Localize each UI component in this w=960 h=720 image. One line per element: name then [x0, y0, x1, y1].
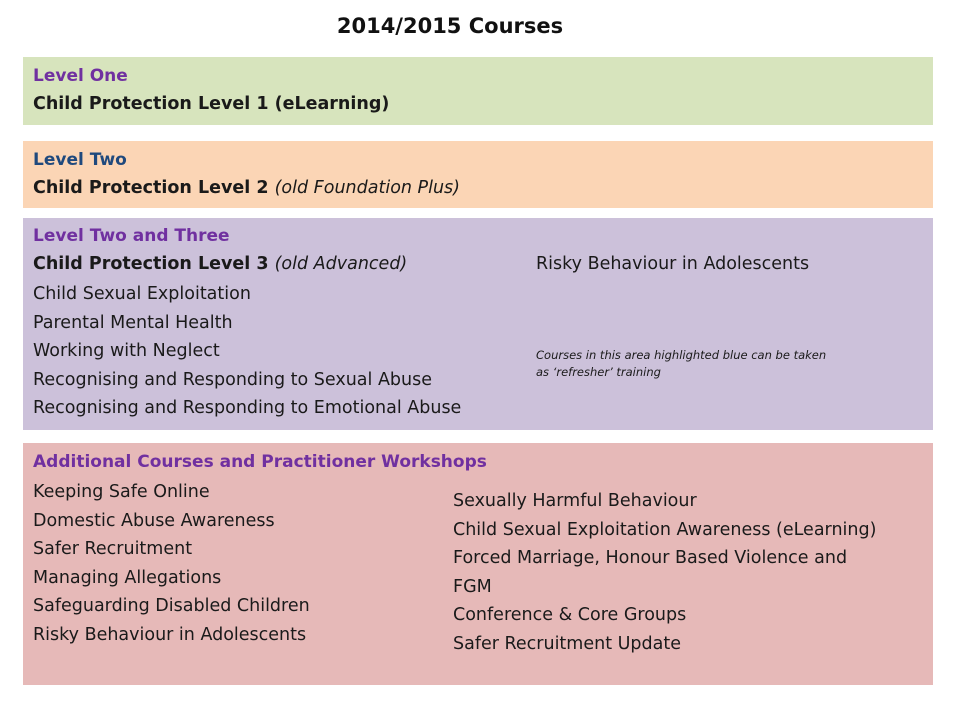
- level-one-course: Child Protection Level 1 (eLearning): [33, 94, 390, 114]
- list-item: Risky Behaviour in Adolescents: [33, 624, 307, 645]
- list-item: Safeguarding Disabled Children: [33, 596, 310, 617]
- page-title: 2014/2015 Courses: [336, 14, 564, 38]
- additional-courses-panel: [23, 443, 933, 685]
- list-item: Keeping Safe Online: [33, 482, 210, 502]
- additional-courses-heading: Additional Courses and Practitioner Workshops: [33, 452, 487, 472]
- level-two-course-note: (old Foundation Plus): [274, 178, 460, 198]
- list-item: Recognising and Responding to Emotional Abuse: [33, 398, 462, 419]
- level-one-panel: [23, 57, 933, 125]
- level-three-course-title: Child Protection Level 3: [33, 254, 269, 274]
- list-item: Child Sexual Exploitation: [33, 284, 251, 304]
- level-two-three-heading: Level Two and Three: [33, 226, 230, 246]
- refresher-note-line1: Courses in this area highlighted blue can be taken: [536, 348, 827, 362]
- level-one-heading: Level One: [33, 66, 128, 86]
- list-item: Child Sexual Exploitation Awareness (eLearning): [453, 519, 877, 540]
- level-two-heading: Level Two: [33, 150, 127, 170]
- level-two-panel: [23, 141, 933, 208]
- additional-left-course-list: [33, 478, 310, 650]
- level-two-course-title: Child Protection Level 2: [33, 178, 269, 198]
- refresher-note: [536, 347, 896, 381]
- level-three-course-note: (old Advanced): [274, 254, 408, 274]
- list-item: Sexually Harmful Behaviour: [453, 491, 697, 511]
- level-two-three-panel: [23, 218, 933, 430]
- list-item: Forced Marriage, Honour Based Violence and: [453, 548, 848, 569]
- list-item: Recognising and Responding to Sexual Abuse: [33, 369, 433, 390]
- additional-right-course-list: [453, 487, 876, 659]
- list-item: FGM: [453, 576, 492, 597]
- level-two-course: [33, 178, 460, 198]
- list-item: Working with Neglect: [33, 341, 220, 362]
- list-item: Managing Allegations: [33, 567, 222, 588]
- level-two-three-right-course: Risky Behaviour in Adolescents: [536, 254, 810, 274]
- list-item: Conference & Core Groups: [453, 605, 687, 626]
- list-item: Safer Recruitment Update: [453, 633, 681, 654]
- list-item: Domestic Abuse Awareness: [33, 510, 275, 531]
- level-two-three-course-list: [33, 280, 461, 423]
- list-item: Safer Recruitment: [33, 539, 193, 560]
- level-three-course: [33, 254, 407, 274]
- refresher-note-line2: as ‘refresher’ training: [536, 365, 661, 379]
- list-item: Parental Mental Health: [33, 312, 233, 333]
